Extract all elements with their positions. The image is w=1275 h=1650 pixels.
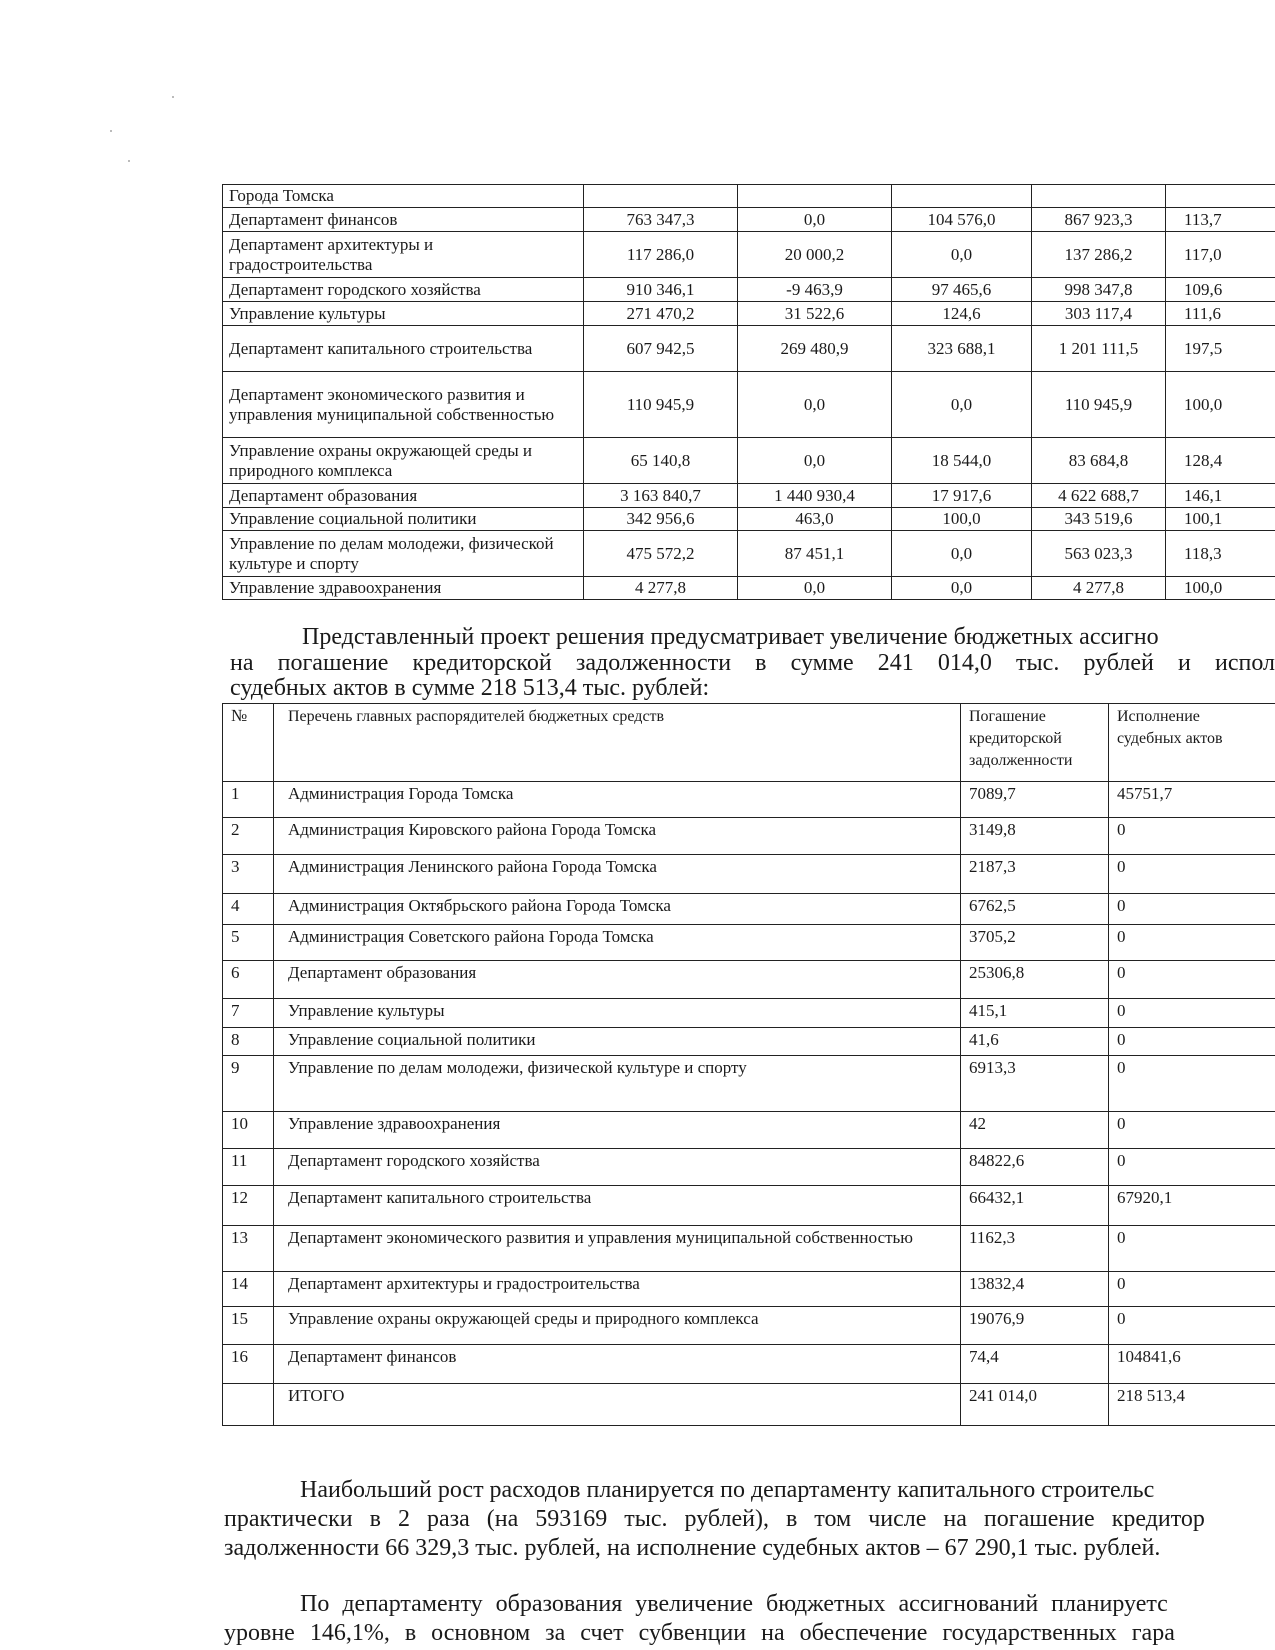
intro-line-3: судебных актов в сумме 218 513,4 тыс. рублей: (230, 675, 710, 701)
cell-value: 0,0 (738, 438, 892, 484)
cell-value: 111,6 (1166, 302, 1275, 326)
department-name: Управление по делам молодежи, физической культуре и спорту (223, 531, 584, 577)
row-number: 12 (223, 1186, 274, 1226)
cell-value: 65 140,8 (584, 438, 738, 484)
cell-value: 137 286,2 (1032, 232, 1166, 278)
department-name: Департамент городского хозяйства (223, 278, 584, 302)
cell-value: 113,7 (1166, 208, 1275, 232)
table-row (223, 302, 1275, 326)
debt-table (222, 703, 1275, 1426)
cell-value: 17 917,6 (892, 484, 1032, 508)
debt-value: 66432,1 (961, 1186, 1109, 1226)
distributor-name: Департамент капитального строительства (274, 1186, 961, 1226)
court-value: 0 (1109, 855, 1275, 894)
row-number: 5 (223, 925, 274, 961)
table-row (223, 484, 1275, 508)
cell-value: 97 465,6 (892, 278, 1032, 302)
debt-value: 7089,7 (961, 782, 1109, 818)
cell-value: 563 023,3 (1032, 531, 1166, 577)
distributor-name: Управление по делам молодежи, физической культуре и спорту (274, 1056, 961, 1112)
cell-value: 110 945,9 (1032, 372, 1166, 438)
cell-value: 100,0 (1166, 372, 1275, 438)
cell-value: 100,1 (1166, 508, 1275, 531)
distributor-name: Управление охраны окружающей среды и природного комплекса (274, 1307, 961, 1345)
cell-value: 0,0 (892, 372, 1032, 438)
court-value: 0 (1109, 1028, 1275, 1056)
cell-value: 87 451,1 (738, 531, 892, 577)
debt-value: 13832,4 (961, 1272, 1109, 1307)
row-number: 1 (223, 782, 274, 818)
cell-value: 1 440 930,4 (738, 484, 892, 508)
header-court-acts: Исполнение судебных актов (1109, 704, 1275, 782)
court-value: 0 (1109, 1112, 1275, 1149)
row-number: 3 (223, 855, 274, 894)
cell-value: 0,0 (738, 208, 892, 232)
row-number: 15 (223, 1307, 274, 1345)
department-name: Управление здравоохранения (223, 577, 584, 600)
distributor-name: Управление социальной политики (274, 1028, 961, 1056)
paragraph-education (224, 1590, 1275, 1648)
court-value: 0 (1109, 961, 1275, 999)
court-value: 0 (1109, 999, 1275, 1028)
table-row (223, 232, 1275, 278)
debt-value: 415,1 (961, 999, 1109, 1028)
row-number: 16 (223, 1345, 274, 1384)
table-row (223, 1028, 1275, 1056)
table-row (223, 999, 1275, 1028)
table-row (223, 925, 1275, 961)
cell-value: 4 622 688,7 (1032, 484, 1166, 508)
debt-value: 6762,5 (961, 894, 1109, 925)
cell-value: 4 277,8 (584, 577, 738, 600)
cell-value (892, 185, 1032, 208)
table-row (223, 1307, 1275, 1345)
scan-speck (110, 130, 112, 132)
table-row (223, 577, 1275, 600)
debt-value: 2187,3 (961, 855, 1109, 894)
court-value: 0 (1109, 818, 1275, 855)
table-row (223, 1056, 1275, 1112)
court-value: 0 (1109, 1226, 1275, 1272)
intro-line-1: Представленный проект решения предусматривает увеличение бюджетных ассигно (302, 624, 1159, 650)
cell-value: 0,0 (892, 531, 1032, 577)
header-distributors: Перечень главных распорядителей бюджетных средств (274, 704, 961, 782)
paragraph-line: уровне 146,1%, в основном за счет субвенции на обеспечение государственных гара (224, 1620, 1175, 1646)
debt-value: 19076,9 (961, 1307, 1109, 1345)
cell-value: 83 684,8 (1032, 438, 1166, 484)
row-number: 4 (223, 894, 274, 925)
department-name: Департамент архитектуры и градостроительства (223, 232, 584, 278)
cell-value: 0,0 (892, 577, 1032, 600)
cell-value: 303 117,4 (1032, 302, 1166, 326)
distributor-name: Департамент экономического развития и управления муниципальной собственностью (274, 1226, 961, 1272)
row-number: 13 (223, 1226, 274, 1272)
department-name: Департамент экономического развития и управления муниципальной собственностью (223, 372, 584, 438)
cell-value: 0,0 (892, 232, 1032, 278)
row-number: 9 (223, 1056, 274, 1112)
cell-value: 31 522,6 (738, 302, 892, 326)
court-value: 104841,6 (1109, 1345, 1275, 1384)
cell-value: 910 346,1 (584, 278, 738, 302)
cell-value: 197,5 (1166, 326, 1275, 372)
cell-value: 110 945,9 (584, 372, 738, 438)
distributor-name: Администрация Октябрьского района Города Томска (274, 894, 961, 925)
paragraph-line: практически в 2 раза (на 593169 тыс. рублей), в том числе на погашение кредитор (224, 1506, 1205, 1532)
table-total-row (223, 1384, 1275, 1426)
distributor-name: Администрация Ленинского района Города Томска (274, 855, 961, 894)
debt-value: 42 (961, 1112, 1109, 1149)
table-row (223, 894, 1275, 925)
debt-value: 74,4 (961, 1345, 1109, 1384)
debt-value: 25306,8 (961, 961, 1109, 999)
court-value: 67920,1 (1109, 1186, 1275, 1226)
distributor-name: Департамент архитектуры и градостроительства (274, 1272, 961, 1307)
cell-value: 100,0 (1166, 577, 1275, 600)
total-label: ИТОГО (274, 1384, 961, 1426)
distributor-name: Департамент финансов (274, 1345, 961, 1384)
budget-table (222, 184, 1275, 600)
cell-value: 1 201 111,5 (1032, 326, 1166, 372)
debt-value: 3149,8 (961, 818, 1109, 855)
cell-value: 124,6 (892, 302, 1032, 326)
distributor-name: Департамент образования (274, 961, 961, 999)
court-value: 0 (1109, 1149, 1275, 1186)
cell-value: 104 576,0 (892, 208, 1032, 232)
cell-value: 18 544,0 (892, 438, 1032, 484)
department-name: Департамент финансов (223, 208, 584, 232)
scan-speck (172, 96, 174, 98)
row-number: 14 (223, 1272, 274, 1307)
table-row (223, 185, 1275, 208)
department-name: Управление охраны окружающей среды и природного комплекса (223, 438, 584, 484)
cell-value: 4 277,8 (1032, 577, 1166, 600)
cell-value: 998 347,8 (1032, 278, 1166, 302)
cell-value: 3 163 840,7 (584, 484, 738, 508)
department-name: Управление культуры (223, 302, 584, 326)
empty-cell (223, 1384, 274, 1426)
court-value: 0 (1109, 1272, 1275, 1307)
debt-value: 84822,6 (961, 1149, 1109, 1186)
debt-value: 3705,2 (961, 925, 1109, 961)
table-row (223, 782, 1275, 818)
row-number: 8 (223, 1028, 274, 1056)
table-row (223, 1149, 1275, 1186)
cell-value: 109,6 (1166, 278, 1275, 302)
row-number: 10 (223, 1112, 274, 1149)
cell-value: 20 000,2 (738, 232, 892, 278)
cell-value: 117 286,0 (584, 232, 738, 278)
court-value: 0 (1109, 925, 1275, 961)
table-row (223, 961, 1275, 999)
cell-value (738, 185, 892, 208)
row-number: 7 (223, 999, 274, 1028)
cell-value: 128,4 (1166, 438, 1275, 484)
distributor-name: Управление культуры (274, 999, 961, 1028)
department-name: Департамент образования (223, 484, 584, 508)
table-row (223, 372, 1275, 438)
header-number: № (223, 704, 274, 782)
cell-value: 323 688,1 (892, 326, 1032, 372)
department-name: Департамент капитального строительства (223, 326, 584, 372)
table-row (223, 278, 1275, 302)
cell-value (1166, 185, 1275, 208)
total-debt: 241 014,0 (961, 1384, 1109, 1426)
table-row (223, 438, 1275, 484)
cell-value: 343 519,6 (1032, 508, 1166, 531)
cell-value: 0,0 (738, 577, 892, 600)
cell-value: -9 463,9 (738, 278, 892, 302)
cell-value: 0,0 (738, 372, 892, 438)
debt-value: 41,6 (961, 1028, 1109, 1056)
debt-value: 1162,3 (961, 1226, 1109, 1272)
cell-value: 607 942,5 (584, 326, 738, 372)
row-number: 6 (223, 961, 274, 999)
cell-value: 763 347,3 (584, 208, 738, 232)
cell-value: 117,0 (1166, 232, 1275, 278)
table-row (223, 818, 1275, 855)
cell-value: 342 956,6 (584, 508, 738, 531)
row-number: 11 (223, 1149, 274, 1186)
paragraph-capital-construction (224, 1476, 1275, 1563)
total-court: 218 513,4 (1109, 1384, 1275, 1426)
paragraph-line: задолженности 66 329,3 тыс. рублей, на исполнение судебных актов – 67 290,1 тыс. рублей. (224, 1535, 1161, 1561)
table-header-row (223, 704, 1275, 782)
header-debt-repayment: Погашение кредиторской задолженности (961, 704, 1109, 782)
debt-value: 6913,3 (961, 1056, 1109, 1112)
intro-line-2: на погашение кредиторской задолженности в сумме 241 014,0 тыс. рублей и испол (230, 650, 1275, 676)
table-row (223, 326, 1275, 372)
department-name: Города Томска (223, 185, 584, 208)
table-row (223, 208, 1275, 232)
cell-value: 118,3 (1166, 531, 1275, 577)
paragraph-line: Наибольший рост расходов планируется по департаменту капитального строительс (300, 1477, 1155, 1503)
table-row (223, 855, 1275, 894)
court-value: 0 (1109, 1307, 1275, 1345)
court-value: 0 (1109, 894, 1275, 925)
row-number: 2 (223, 818, 274, 855)
cell-value: 867 923,3 (1032, 208, 1166, 232)
cell-value (1032, 185, 1166, 208)
department-name: Управление социальной политики (223, 508, 584, 531)
cell-value: 271 470,2 (584, 302, 738, 326)
court-value: 45751,7 (1109, 782, 1275, 818)
distributor-name: Администрация Советского района Города Томска (274, 925, 961, 961)
table-row (223, 531, 1275, 577)
table-row (223, 1226, 1275, 1272)
table-row (223, 1345, 1275, 1384)
cell-value: 463,0 (738, 508, 892, 531)
cell-value: 100,0 (892, 508, 1032, 531)
cell-value (584, 185, 738, 208)
table-row (223, 1186, 1275, 1226)
table-row (223, 1112, 1275, 1149)
distributor-name: Управление здравоохранения (274, 1112, 961, 1149)
court-value: 0 (1109, 1056, 1275, 1112)
scan-speck (128, 160, 130, 162)
distributor-name: Администрация Города Томска (274, 782, 961, 818)
cell-value: 269 480,9 (738, 326, 892, 372)
distributor-name: Администрация Кировского района Города Томска (274, 818, 961, 855)
cell-value: 146,1 (1166, 484, 1275, 508)
table-row (223, 1272, 1275, 1307)
paragraph-line: По департаменту образования увеличение бюджетных ассигнований планируетс (300, 1591, 1168, 1617)
distributor-name: Департамент городского хозяйства (274, 1149, 961, 1186)
cell-value: 475 572,2 (584, 531, 738, 577)
table-row (223, 508, 1275, 531)
